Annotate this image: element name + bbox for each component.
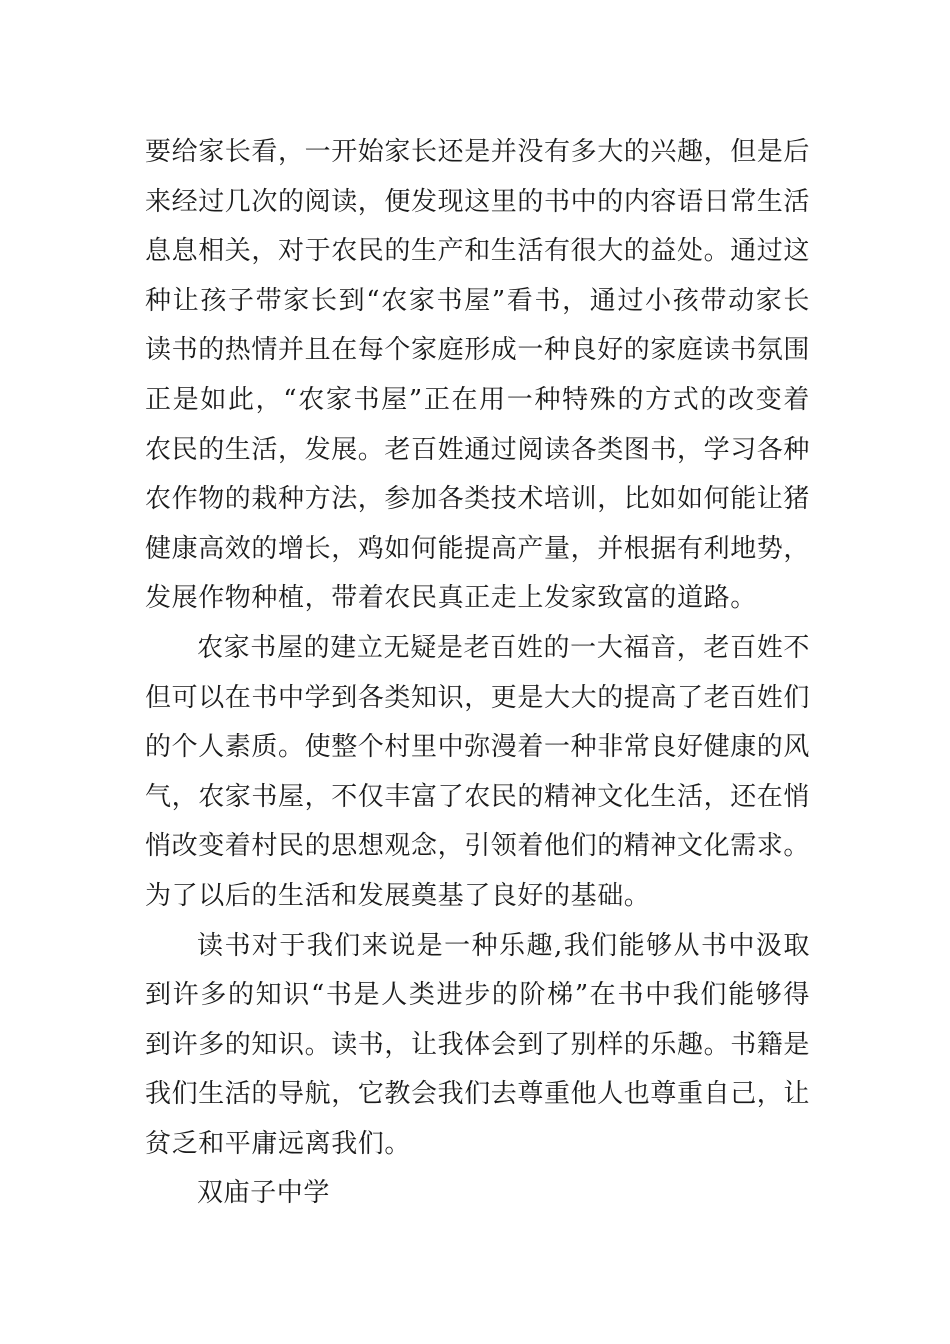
paragraph-continued: 要给家长看，一开始家长还是并没有多大的兴趣，但是后来经过几次的阅读，便发现这里的书中的内容语日常生活息息相关，对于农民的生产和生活有很大的益处。通过这种让孩子带家长到“农家书屋”看书，通过小孩带动家长读书的热情并且在每个家庭形成一种良好的家庭读书氛围正是如此，“农家书屋”正在用一种特殊的方式的改变着农民的生活，发展。老百姓通过阅读各类图书，学习各种农作物的栽种方法，参加各类技术培训，比如如何能让猪健康高效的增长，鸡如何能提高产量，并根据有利地势，发展作物种植，带着农民真正走上发家致富的道路。: [145, 137, 811, 614]
paragraph-farm-library: 农家书屋的建立无疑是老百姓的一大福音，老百姓不但可以在书中学到各类知识，更是大大的提高了老百姓们的个人素质。使整个村里中弥漫着一种非常良好健康的风气，农家书屋，不仅丰富了农民的精神文化生活，还在悄悄改变着村民的思想观念，引领着他们的精神文化需求。为了以后的生活和发展奠基了良好的基础。: [145, 632, 811, 911]
signature-school: 双庙子中学: [197, 1178, 331, 1209]
document-body: [145, 128, 810, 1219]
paragraph-reading-joy: 读书对于我们来说是一种乐趣,我们能够从书中汲取到许多的知识“书是人类进步的阶梯”在书中我们能够得到许多的知识。读书，让我体会到了别样的乐趣。书籍是我们生活的导航，它教会我们去尊重他人也尊重自己，让贫乏和平庸远离我们。: [145, 930, 811, 1159]
